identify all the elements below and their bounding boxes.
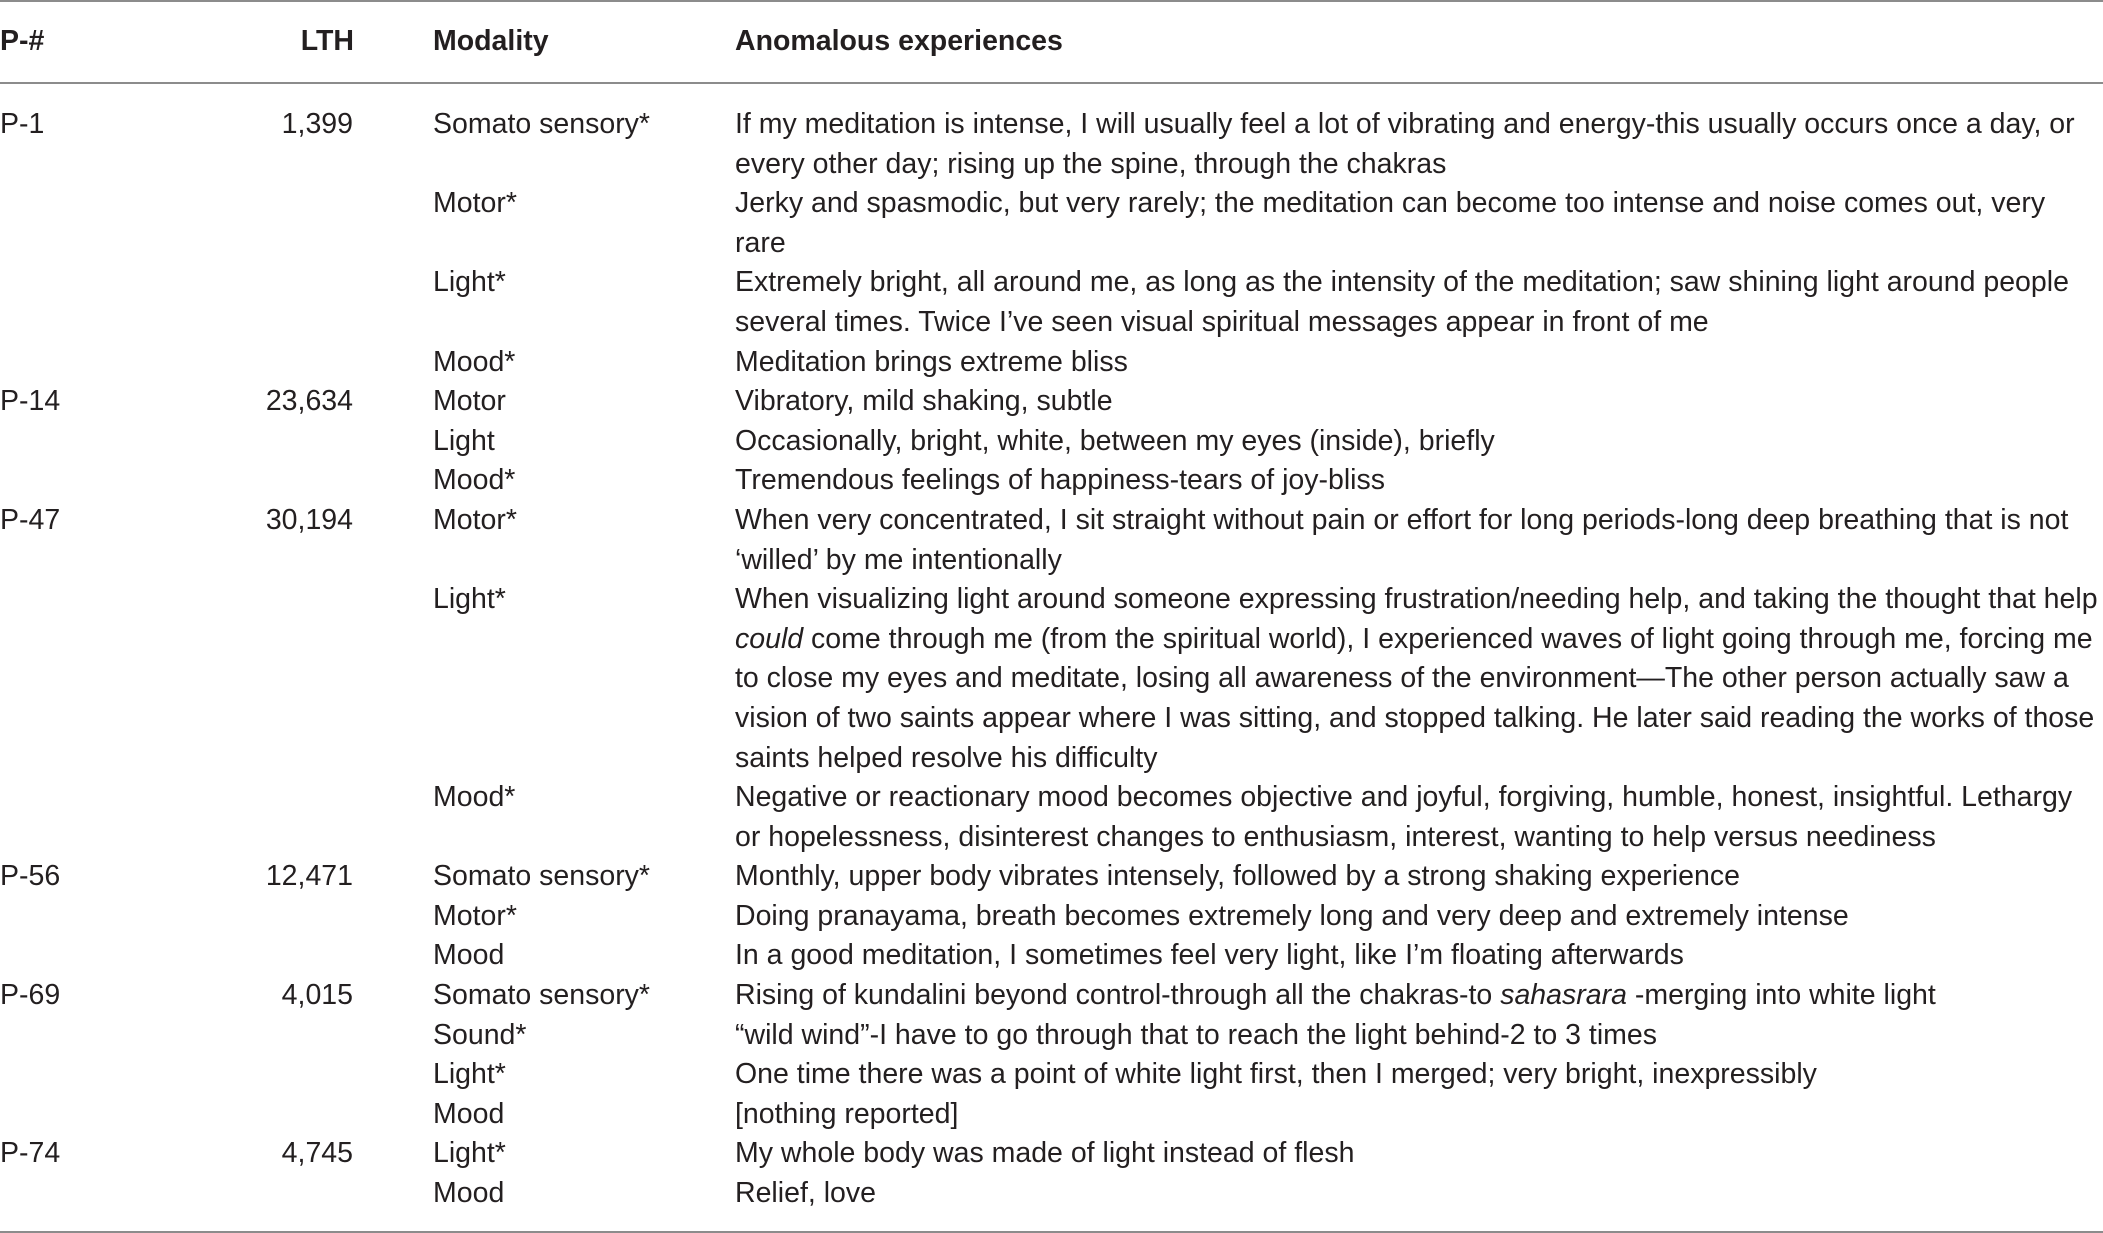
cell-modality: Light* bbox=[433, 1137, 506, 1170]
table-row bbox=[0, 1095, 2103, 1135]
table-row bbox=[0, 778, 2103, 857]
cell-lth bbox=[200, 778, 432, 857]
experience-text-emphasis: sahasrara bbox=[1500, 979, 1627, 1012]
cell-modality: Mood* bbox=[433, 464, 516, 497]
cell-experience: Extremely bright, all around me, as long as the intensity of the meditation; saw shining light around people several times. Twice I’ve seen visual spiritual messages appear in front of me bbox=[735, 266, 2069, 338]
table-body bbox=[0, 83, 2103, 1232]
cell-lth bbox=[200, 936, 432, 976]
cell-modality: Mood bbox=[433, 1097, 505, 1130]
table-row bbox=[0, 461, 2103, 501]
cell-pid bbox=[0, 1174, 200, 1232]
table-row bbox=[0, 897, 2103, 937]
cell-lth: 12,471 bbox=[265, 860, 353, 893]
cell-pid bbox=[0, 778, 200, 857]
table-row bbox=[0, 857, 2103, 897]
cell-modality: Mood* bbox=[433, 781, 516, 814]
cell-modality: Somato sensory* bbox=[433, 979, 651, 1012]
cell-lth bbox=[200, 897, 432, 937]
cell-lth bbox=[200, 343, 432, 383]
cell-lth: 4,015 bbox=[281, 979, 353, 1012]
cell-lth bbox=[200, 1095, 432, 1135]
cell-experience: Monthly, upper body vibrates intensely, followed by a strong shaking experience bbox=[735, 860, 1740, 893]
table-row bbox=[0, 83, 2103, 184]
cell-pid bbox=[0, 1095, 200, 1135]
cell-pid: P-47 bbox=[0, 503, 61, 536]
table-row bbox=[0, 382, 2103, 422]
cell-pid: P-1 bbox=[0, 108, 45, 140]
header-row bbox=[0, 1, 2103, 83]
cell-lth bbox=[200, 461, 432, 501]
cell-lth bbox=[200, 1174, 432, 1232]
cell-modality: Motor* bbox=[433, 899, 517, 932]
cell-lth bbox=[200, 422, 432, 462]
cell-lth bbox=[200, 580, 432, 778]
experience-text-part: When visualizing light around someone expressing frustration/needing help, and taking the thought that help bbox=[735, 583, 2098, 616]
table-header bbox=[0, 1, 2103, 83]
cell-experience: “wild wind”-I have to go through that to reach the light behind-2 to 3 times bbox=[735, 1018, 1658, 1051]
cell-lth bbox=[200, 1055, 432, 1095]
cell-experience: When very concentrated, I sit straight without pain or effort for long periods-long deep breathing that is not ‘willed’ by me intentionally bbox=[735, 503, 2069, 576]
cell-experience: Relief, love bbox=[735, 1177, 876, 1210]
experience-text-emphasis: could bbox=[735, 622, 804, 655]
table-row bbox=[0, 184, 2103, 263]
cell-pid: P-56 bbox=[0, 860, 61, 893]
cell-pid: P-14 bbox=[0, 385, 61, 418]
cell-experience bbox=[735, 976, 2103, 1016]
cell-experience: [nothing reported] bbox=[735, 1097, 959, 1130]
cell-modality: Motor bbox=[433, 385, 506, 418]
cell-modality: Motor* bbox=[433, 503, 517, 536]
experience-text-part: Rising of kundalini beyond control-through all the chakras-to bbox=[735, 979, 1501, 1012]
cell-experience: Vibratory, mild shaking, subtle bbox=[735, 385, 1113, 418]
cell-experience: Doing pranayama, breath becomes extremely long and very deep and extremely intense bbox=[735, 899, 1849, 932]
experience-text-part: come through me (from the spiritual world), I experienced waves of light going through me, forcing me to close my eyes and meditate, losing all awareness of the environment—The other person actually saw a vision of two saints appear where I was sitting, and stopped talking. He later said reading the works of those saints helped resolve his difficulty bbox=[735, 622, 2095, 774]
table-row bbox=[0, 263, 2103, 342]
cell-experience: One time there was a point of white light first, then I merged; very bright, inexpressibly bbox=[735, 1058, 1817, 1091]
header-modality: Modality bbox=[433, 25, 549, 58]
header-lth: LTH bbox=[300, 25, 354, 58]
cell-lth: 23,634 bbox=[265, 385, 353, 418]
cell-lth bbox=[200, 184, 432, 263]
cell-experience: Negative or reactionary mood becomes objective and joyful, forgiving, humble, honest, insightful. Lethargy or hopelessness, disinterest changes to enthusiasm, interest, wanting to help versus neediness bbox=[735, 781, 2073, 853]
table-row bbox=[0, 1134, 2103, 1174]
cell-modality: Motor* bbox=[433, 187, 517, 220]
cell-modality: Light bbox=[433, 424, 495, 457]
cell-lth: 1,399 bbox=[281, 108, 353, 140]
cell-lth: 30,194 bbox=[265, 503, 353, 536]
cell-experience bbox=[735, 580, 2103, 778]
cell-modality: Light* bbox=[433, 1058, 506, 1091]
cell-experience: Tremendous feelings of happiness-tears of joy-bliss bbox=[735, 464, 1386, 497]
cell-lth: 4,745 bbox=[281, 1137, 353, 1170]
cell-pid: P-74 bbox=[0, 1137, 61, 1170]
cell-pid bbox=[0, 422, 200, 462]
table-row bbox=[0, 580, 2103, 778]
cell-modality: Sound* bbox=[433, 1018, 527, 1051]
cell-modality: Somato sensory* bbox=[433, 108, 651, 140]
experience-text-part: -merging into white light bbox=[1626, 979, 1936, 1012]
cell-experience: If my meditation is intense, I will usually feel a lot of vibrating and energy-this usually occurs once a day, or every other day; rising up the spine, through the chakras bbox=[735, 108, 2075, 180]
cell-pid bbox=[0, 1055, 200, 1095]
cell-lth bbox=[200, 1016, 432, 1056]
cell-pid bbox=[0, 184, 200, 263]
header-pid: P-# bbox=[0, 25, 45, 58]
cell-modality: Somato sensory* bbox=[433, 860, 651, 893]
table-row bbox=[0, 343, 2103, 383]
cell-pid bbox=[0, 580, 200, 778]
cell-pid bbox=[0, 936, 200, 976]
cell-pid bbox=[0, 343, 200, 383]
cell-experience: My whole body was made of light instead of flesh bbox=[735, 1137, 1355, 1170]
cell-modality: Mood* bbox=[433, 345, 516, 378]
table-row bbox=[0, 936, 2103, 976]
cell-experience: In a good meditation, I sometimes feel very light, like I’m floating afterwards bbox=[735, 939, 1684, 972]
cell-experience: Occasionally, bright, white, between my eyes (inside), briefly bbox=[735, 424, 1495, 457]
cell-pid bbox=[0, 1016, 200, 1056]
cell-experience: Jerky and spasmodic, but very rarely; the meditation can become too intense and noise comes out, very rare bbox=[735, 187, 2046, 259]
cell-modality: Mood bbox=[433, 1177, 505, 1210]
cell-pid bbox=[0, 461, 200, 501]
table-row bbox=[0, 1016, 2103, 1056]
table-row bbox=[0, 1174, 2103, 1232]
cell-experience: Meditation brings extreme bliss bbox=[735, 345, 1128, 378]
cell-pid bbox=[0, 897, 200, 937]
header-experiences: Anomalous experiences bbox=[735, 25, 1063, 58]
cell-pid: P-69 bbox=[0, 979, 61, 1012]
table-row bbox=[0, 976, 2103, 1016]
cell-pid bbox=[0, 263, 200, 342]
table-row bbox=[0, 501, 2103, 580]
cell-modality: Light* bbox=[433, 266, 506, 299]
cell-lth bbox=[200, 263, 432, 342]
table-row bbox=[0, 422, 2103, 462]
table-row bbox=[0, 1055, 2103, 1095]
cell-modality: Light* bbox=[433, 583, 506, 616]
cell-modality: Mood bbox=[433, 939, 505, 972]
